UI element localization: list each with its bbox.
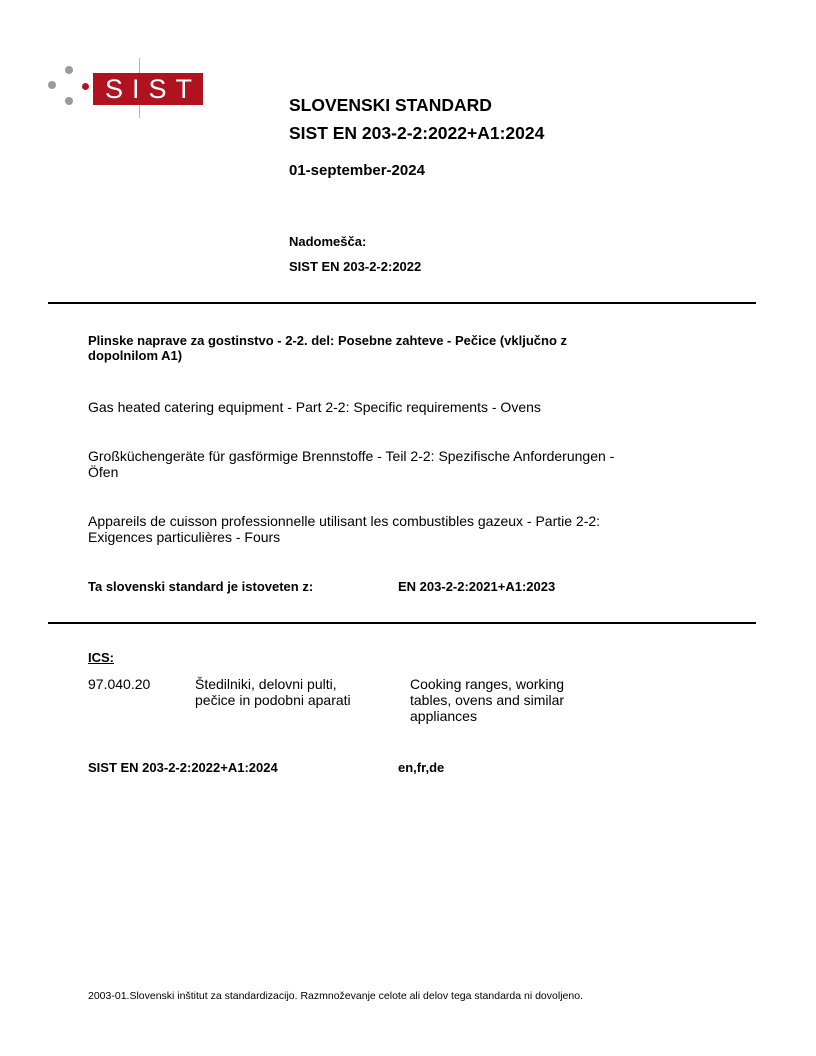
publication-date: 01-september-2024 — [289, 162, 425, 179]
sist-logo: SIST — [93, 73, 203, 105]
replaces-label: Nadomešča: — [289, 234, 367, 249]
identical-value: EN 203-2-2:2021+A1:2023 — [398, 579, 556, 594]
copyright-notice: 2003-01.Slovenski inštitut za standardizacijo. Razmnoževanje celote ali delov tega standarda ni dovoljeno. — [88, 990, 583, 1002]
document-type: SLOVENSKI STANDARD — [289, 95, 492, 115]
standard-number: SIST EN 203-2-2:2022+A1:2024 — [289, 123, 545, 143]
title-french: Appareils de cuisson professionnelle utilisant les combustibles gazeux - Partie 2-2: Exigences particulières - Fours — [88, 513, 601, 545]
divider-top — [48, 302, 756, 304]
replaces-value: SIST EN 203-2-2:2022 — [289, 259, 422, 274]
ics-code: 97.040.20 — [88, 676, 151, 692]
ics-description-en: Cooking ranges, working tables, ovens and similar appliances — [410, 676, 565, 724]
logo-dots-icon — [46, 66, 86, 110]
ics-description-sl: Štedilniki, delovni pulti, pečice in podobni aparati — [195, 676, 351, 708]
identical-label: Ta slovenski standard je istoveten z: — [88, 579, 314, 594]
title-slovenian: Plinske naprave za gostinstvo - 2-2. del: Posebne zahteve - Pečice (vključno z dopolnilom A1) — [88, 333, 567, 363]
footer-languages: en,fr,de — [398, 760, 445, 775]
footer-standard-number: SIST EN 203-2-2:2022+A1:2024 — [88, 760, 278, 775]
divider-bottom — [48, 622, 756, 624]
title-english: Gas heated catering equipment - Part 2-2: Specific requirements - Ovens — [88, 399, 541, 415]
title-german: Großküchengeräte für gasförmige Brennstoffe - Teil 2-2: Spezifische Anforderungen - Öfen — [88, 448, 615, 480]
ics-label: ICS: — [88, 650, 114, 665]
